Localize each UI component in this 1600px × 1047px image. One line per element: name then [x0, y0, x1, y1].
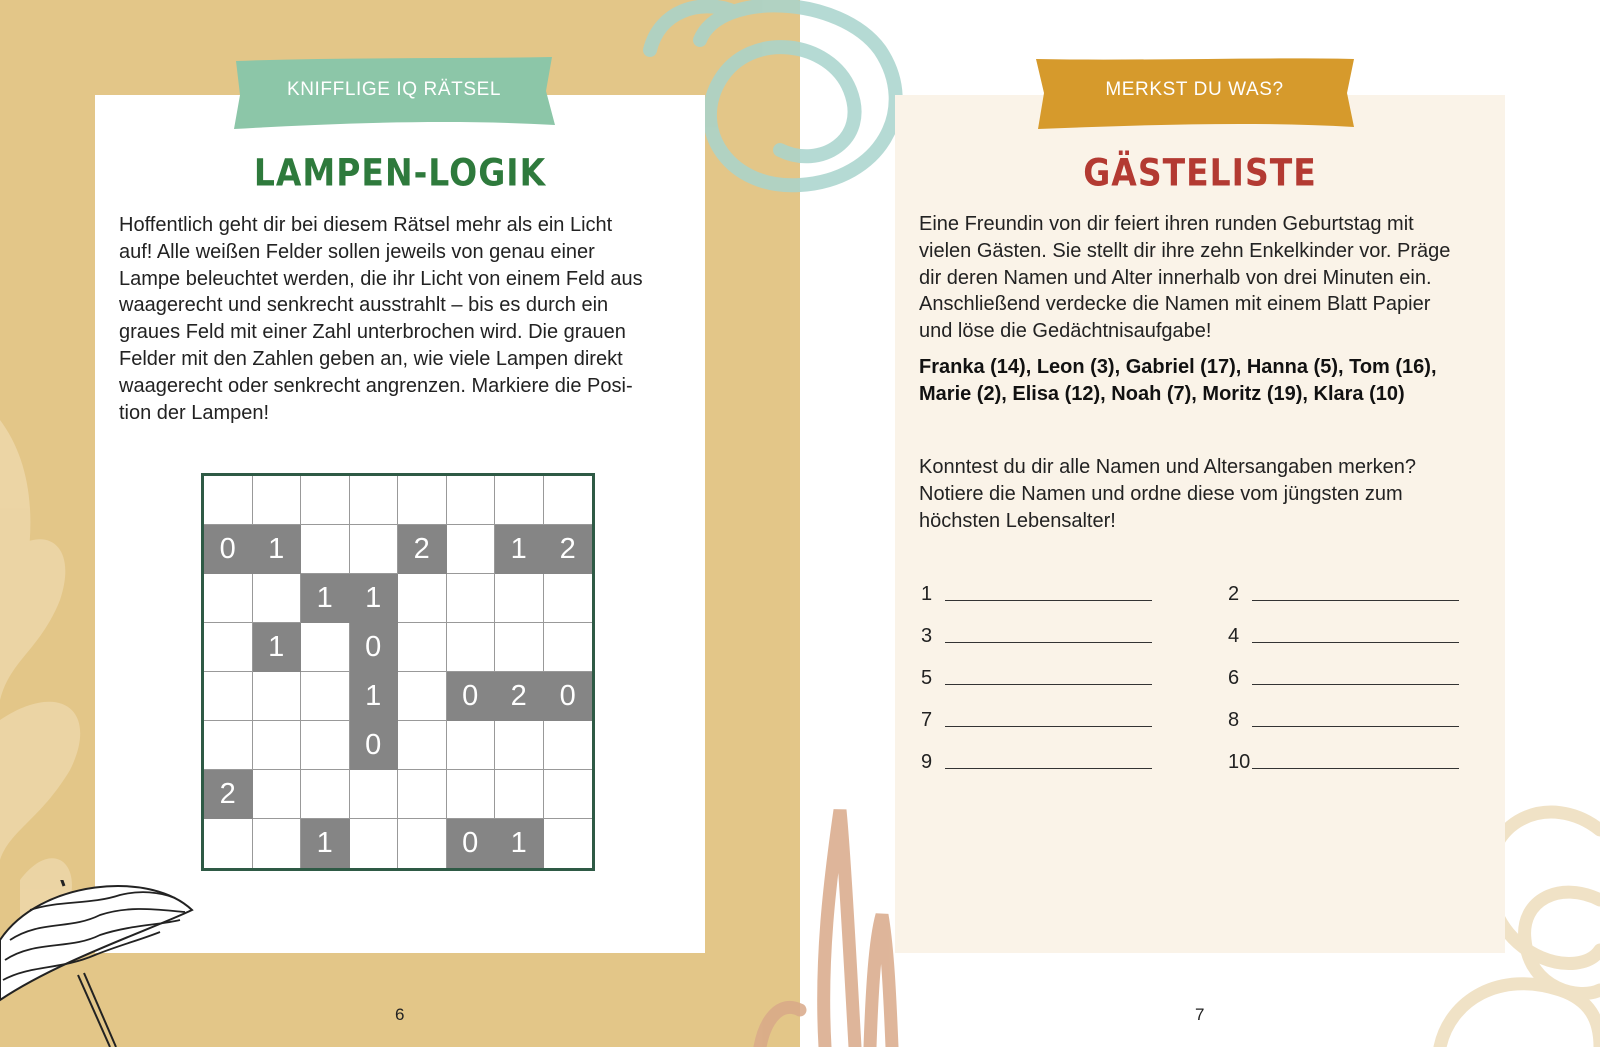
text-line: Anschließend verdecke die Namen mit einem Blatt Papier: [919, 293, 1431, 316]
grid-cell-white[interactable]: [301, 721, 350, 770]
grid-cell-numbered: 1: [253, 623, 302, 672]
grid-cell-numbered: 0: [350, 721, 399, 770]
grid-cell-white[interactable]: [495, 574, 544, 623]
answer-rule[interactable]: [1252, 600, 1459, 601]
grid-cell-white[interactable]: [495, 770, 544, 819]
text-line: Felder mit den Zahlen geben an, wie viele Lampen direkt: [119, 347, 623, 370]
grid-cell-white[interactable]: [544, 819, 593, 868]
answer-number: 7: [921, 709, 933, 731]
answer-rule[interactable]: [1252, 642, 1459, 643]
text-line: Hoffentlich geht dir bei diesem Rätsel mehr als ein Licht: [119, 214, 613, 236]
grid-cell-white[interactable]: [447, 721, 496, 770]
right-intro-text: [919, 211, 1499, 345]
answer-rule[interactable]: [1252, 726, 1459, 727]
grid-cell-white[interactable]: [544, 476, 593, 525]
grid-cell-numbered: 0: [350, 623, 399, 672]
right-page-number: 7: [1195, 1005, 1205, 1024]
right-ribbon-label: MERKST DU WAS?: [1105, 79, 1284, 100]
grid-cell-white[interactable]: [544, 770, 593, 819]
grid-cell-white[interactable]: [544, 574, 593, 623]
answer-line[interactable]: [921, 583, 1152, 606]
grid-cell-numbered: 1: [301, 819, 350, 868]
answer-line[interactable]: [921, 751, 1152, 774]
answer-number: 2: [1228, 583, 1240, 605]
grid-cell-numbered: 2: [544, 525, 593, 574]
grid-cell-white[interactable]: [204, 476, 253, 525]
answer-line[interactable]: [1228, 583, 1459, 606]
answer-rule[interactable]: [945, 726, 1152, 727]
answer-line[interactable]: [921, 709, 1152, 732]
grid-cell-white[interactable]: [398, 672, 447, 721]
grid-cell-white[interactable]: [398, 770, 447, 819]
text-line: waagerecht oder senkrecht angrenzen. Markiere die Posi-: [119, 374, 633, 397]
grid-cell-white[interactable]: [253, 672, 302, 721]
grid-cell-white[interactable]: [204, 672, 253, 721]
text-line: graues Feld mit einer Zahl unterbrochen wird. Die grauen: [119, 321, 626, 344]
left-instructions: [119, 212, 699, 426]
text-line: und löse die Gedächtnisaufgabe!: [919, 320, 1212, 343]
text-line: dir deren Namen und Alter innerhalb von drei Minuten ein.: [919, 266, 1432, 289]
answer-number: 4: [1228, 625, 1240, 647]
grid-cell-white[interactable]: [253, 721, 302, 770]
text-line: Lampe beleuchtet werden, die ihr Licht von einem Feld aus: [119, 267, 643, 290]
answer-number: 3: [921, 625, 933, 647]
guest-names-list: [919, 354, 1499, 408]
text-line: Konntest du dir alle Namen und Altersangaben merken?: [919, 456, 1416, 478]
text-line: tion der Lampen!: [119, 401, 270, 424]
grid-cell-numbered: 0: [544, 672, 593, 721]
grid-cell-white[interactable]: [398, 623, 447, 672]
grid-cell-white[interactable]: [301, 623, 350, 672]
grid-cell-white[interactable]: [204, 574, 253, 623]
grid-cell-numbered: 1: [350, 672, 399, 721]
answer-rule[interactable]: [945, 768, 1152, 769]
left-page-title: LAMPEN-LOGIK: [253, 150, 547, 195]
grid-cell-numbered: 2: [398, 525, 447, 574]
grid-cell-white[interactable]: [495, 476, 544, 525]
answer-rule[interactable]: [1252, 684, 1459, 685]
answer-rule[interactable]: [945, 684, 1152, 685]
grid-cell-numbered: 1: [350, 574, 399, 623]
grid-cell-white[interactable]: [447, 770, 496, 819]
grid-cell-white[interactable]: [447, 476, 496, 525]
text-line: Franka (14), Leon (3), Gabriel (17), Hanna (5), Tom (16),: [919, 356, 1437, 378]
text-line: Eine Freundin von dir feiert ihren runden Geburtstag mit: [919, 213, 1414, 235]
grid-cell-numbered: 2: [204, 770, 253, 819]
answer-line[interactable]: [921, 625, 1152, 648]
right-question-text: [919, 454, 1499, 534]
grid-cell-white[interactable]: [204, 623, 253, 672]
answer-number: 8: [1228, 709, 1240, 731]
grid-cell-white[interactable]: [544, 623, 593, 672]
answer-rule[interactable]: [945, 642, 1152, 643]
grid-cell-white[interactable]: [350, 476, 399, 525]
answer-rule[interactable]: [945, 600, 1152, 601]
grid-cell-numbered: 1: [495, 819, 544, 868]
grid-cell-white[interactable]: [253, 770, 302, 819]
grid-cell-white[interactable]: [495, 623, 544, 672]
grid-cell-white[interactable]: [301, 476, 350, 525]
right-page-title: GÄSTELISTE: [1083, 150, 1317, 195]
grid-cell-numbered: 1: [301, 574, 350, 623]
grid-cell-numbered: 0: [204, 525, 253, 574]
text-line: höchsten Lebensalter!: [919, 509, 1116, 532]
lamp-puzzle-grid: [201, 473, 595, 871]
answer-line[interactable]: [1228, 709, 1459, 732]
grid-cell-numbered: 0: [447, 672, 496, 721]
answer-line[interactable]: [921, 667, 1152, 690]
answer-number: 10: [1228, 751, 1251, 773]
grid-cell-white[interactable]: [253, 574, 302, 623]
text-line: Notiere die Namen und ordne diese vom jüngsten zum: [919, 482, 1403, 505]
text-line: Marie (2), Elisa (12), Noah (7), Moritz (19), Klara (10): [919, 382, 1405, 405]
answer-line[interactable]: [1228, 751, 1459, 774]
answer-rule[interactable]: [1252, 768, 1459, 769]
grid-cell-white[interactable]: [495, 721, 544, 770]
grid-cell-white[interactable]: [253, 476, 302, 525]
grid-cell-white[interactable]: [398, 819, 447, 868]
answer-number: 5: [921, 667, 933, 689]
grid-cell-white[interactable]: [398, 721, 447, 770]
grid-cell-white[interactable]: [447, 525, 496, 574]
grid-cell-numbered: 1: [253, 525, 302, 574]
beach-umbrella-illustration: [0, 880, 200, 1047]
grid-cell-white[interactable]: [204, 819, 253, 868]
answer-number: 6: [1228, 667, 1240, 689]
left-ribbon-label: KNIFFLIGE IQ RÄTSEL: [286, 79, 502, 100]
answer-number: 1: [921, 583, 933, 605]
grid-cell-white[interactable]: [204, 721, 253, 770]
grid-cell-white[interactable]: [301, 525, 350, 574]
answer-line[interactable]: [1228, 667, 1459, 690]
answer-line[interactable]: [1228, 625, 1459, 648]
text-line: waagerecht und senkrecht ausstrahlt – bis es durch ein: [119, 294, 609, 317]
grid-cell-white[interactable]: [253, 819, 302, 868]
answer-number: 9: [921, 751, 933, 773]
grid-cell-white[interactable]: [301, 672, 350, 721]
grid-cell-numbered: 0: [447, 819, 496, 868]
left-ribbon-banner: [230, 57, 558, 129]
right-ribbon-banner: [1032, 57, 1357, 129]
grid-cell-white[interactable]: [350, 819, 399, 868]
text-line: vielen Gästen. Sie stellt dir ihre zehn Enkelkinder vor. Präge: [919, 239, 1451, 262]
grid-cell-white[interactable]: [398, 476, 447, 525]
grid-cell-white[interactable]: [301, 770, 350, 819]
grid-cell-numbered: 2: [495, 672, 544, 721]
grid-cell-white[interactable]: [350, 770, 399, 819]
left-page-number: 6: [395, 1005, 405, 1024]
grid-cell-white[interactable]: [350, 525, 399, 574]
grid-cell-white[interactable]: [544, 721, 593, 770]
grid-cell-numbered: 1: [495, 525, 544, 574]
grid-cell-white[interactable]: [447, 623, 496, 672]
text-line: auf! Alle weißen Felder sollen jeweils von genau einer: [119, 240, 595, 263]
grid-cell-white[interactable]: [447, 574, 496, 623]
grid-cell-white[interactable]: [398, 574, 447, 623]
